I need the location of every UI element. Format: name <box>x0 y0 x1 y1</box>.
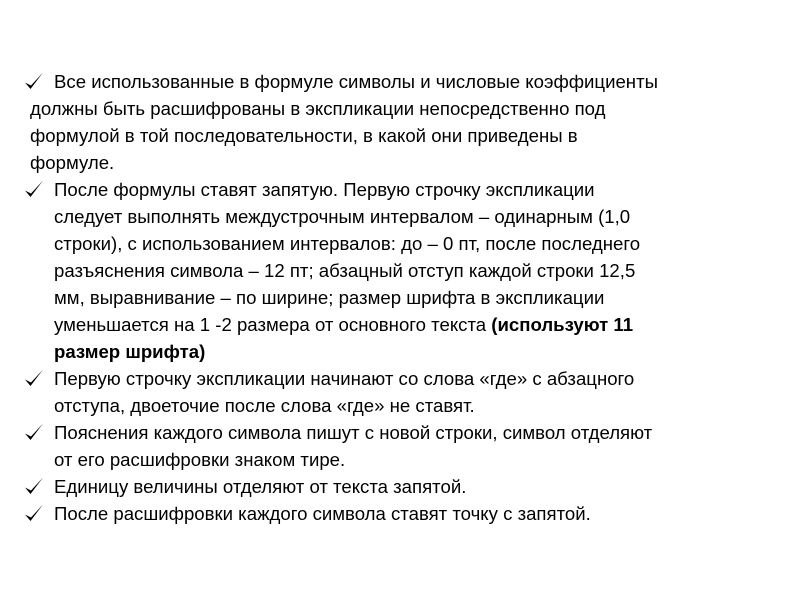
list-item-line: формуле. <box>30 152 115 173</box>
checkmark-icon <box>22 501 46 525</box>
list-item-line: мм, выравнивание – по ширине; размер шрифта в экспликации <box>54 287 605 308</box>
list-item-line: формулой в той последовательности, в какой они приведены в <box>30 125 578 146</box>
list-item-line: разъяснения символа – 12 пт; абзацный отступ каждой строки 12,5 <box>54 260 636 281</box>
list-item-line: Пояснения каждого символа пишут с новой строки, символ отделяют <box>54 422 653 443</box>
list-item <box>22 365 782 419</box>
list-item-bold-text: (используют 11 <box>491 314 634 335</box>
list-item-text: уменьшается на 1 -2 размера от основного текста <box>54 314 492 335</box>
list-item <box>22 500 782 527</box>
list-item-line: После формулы ставят запятую. Первую строчку экспликации <box>54 179 595 200</box>
list-item-line: После расшифровки каждого символа ставят точку с запятой. <box>54 503 591 524</box>
checkmark-icon <box>22 366 46 390</box>
list-item-bold-line: размер шрифта) <box>54 341 206 362</box>
list-item <box>22 68 782 176</box>
bullet-list <box>22 68 782 527</box>
list-item <box>22 473 782 500</box>
list-item-line: Первую строчку экспликации начинают со слова «где» с абзацного <box>54 368 635 389</box>
checkmark-icon <box>22 420 46 444</box>
list-item-line: Все использованные в формуле символы и числовые коэффициенты <box>54 71 658 92</box>
list-item-line: отступа, двоеточие после слова «где» не ставят. <box>54 395 475 416</box>
list-item-line: строки), с использованием интервалов: до – 0 пт, после последнего <box>54 233 641 254</box>
checkmark-icon <box>22 474 46 498</box>
checkmark-icon <box>22 69 46 93</box>
list-item <box>22 419 782 473</box>
list-item-line: от его расшифровки знаком тире. <box>54 449 346 470</box>
list-item-line: следует выполнять междустрочным интервалом – одинарным (1,0 <box>54 206 631 227</box>
list-item-line: Единицу величины отделяют от текста запятой. <box>54 476 467 497</box>
list-item-line <box>22 311 782 338</box>
list-item-line: должны быть расшифрованы в экспликации непосредственно под <box>30 98 606 119</box>
checkmark-icon <box>22 177 46 201</box>
list-item <box>22 176 782 365</box>
